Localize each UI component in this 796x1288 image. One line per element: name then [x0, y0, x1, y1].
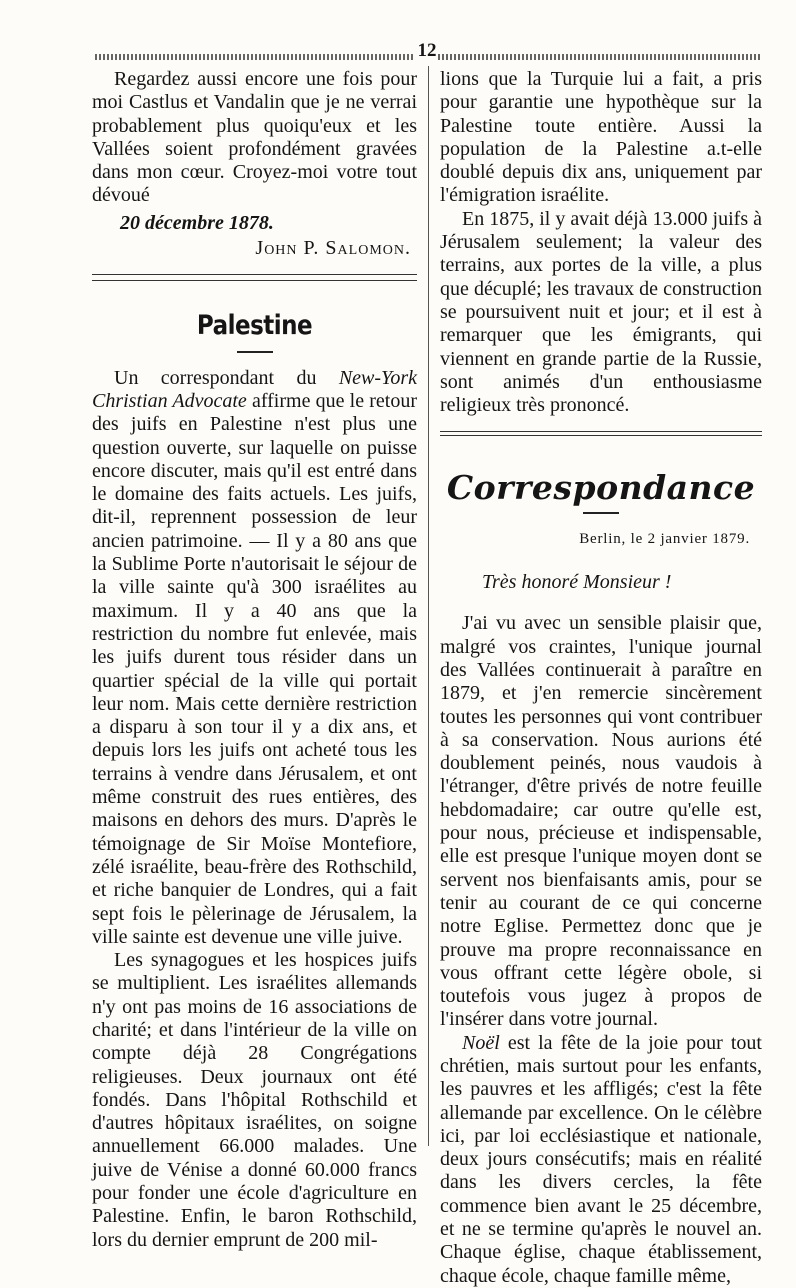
letter-paragraph-1: J'ai vu avec un sensible plaisir que, malgré vos craintes, l'unique journal des Vallées continuerait à paraître en 1879, et j'en remercie sincèrement toutes les personnes qui vont contribuer à sa conservation. Nous aurions été doublement peinés, nous vaudois à l'étranger, d'être privés de notre feuille hebdomadaire; car outre qu'elle est, pour nous, précieuse et indispensable, elle est presque l'unique moyen dont se servent nos bienfaisants amis, pour se tenir au courant de ce qui concerne notre Eglise. Permettez donc que je prouve ma propre reconnaissance en vous offrant cette légère obole, si toutefois vous jugez à propos de l'insérer dans votre journal. — [440, 612, 762, 1031]
noel-word: Noël — [462, 1031, 500, 1054]
palestine-continued-paragraph: lions que la Turquie lui a fait, a pris pour garantie une hypothèque sur la Palestine toute entière. Aussi la population de la Palestine a.t-elle doublé depuis dix ans, uniquement par l'émigration israélite. — [440, 68, 762, 207]
column-divider — [428, 66, 429, 1146]
palestine-paragraph-2: Les synagogues et les hospices juifs se multiplient. Les israélites allemands n'y ont pas moins de 16 associations de charité; et dans l'intérieur de la ville on compte déjà 28 Congrégations religieuses. Deux journaux ont été fondés. Dans l'hôpital Rothschild et d'autres hôpitaux israélites, on soigne annuellement 66.000 malades. Une juive de Vénise a donné 60.000 francs pour fonder une école d'agriculture en Palestine. Enfin, le baron Rothschild, lors du dernier emprunt de 200 mil- — [92, 949, 417, 1251]
noel-paragraph-body: est la fête de la joie pour tout chrétien, mais surtout pour les enfants, les pauvres et les affligés; c'est la fête allemande par excellence. On le célèbre ici, par loi ecclésiastique et nationale, deux jours consécutifs; mais en réalité dans les divers cercles, la fête commence bien avant le 25 décembre, et ne se termine qu'après le nouvel an. Chaque église, chaque établissement, chaque école, chaque famille même, — [440, 1031, 762, 1287]
letter-dateline: Berlin, le 2 janvier 1879. — [579, 530, 750, 547]
header-wavy-rule-left — [95, 54, 413, 60]
left-column — [92, 68, 417, 1252]
letter-signature: John P. Salomon. — [255, 237, 411, 260]
paragraph-intro-text: Un correspondant du — [114, 366, 339, 389]
paragraph-body-text: affirme que le retour des juifs en Palestine n'est plus une question ouverte, sur laquelle on puisse encore discuter, mais qu'il est entré dans le domaine des faits actuels. Les juifs, dit-il, reprennent possession de leur ancien patrimoine. — Il y a 80 ans que la Sublime Porte n'autorisait le séjour de la ville sainte qu'à 300 israélites au maximum. Il y a 40 ans que la restriction du nombre fut enlevée, mais les juifs durent tous résider dans un quartier spécial de la ville qui portait leur nom. Mais cette dernière restriction a disparu à son tour il y a dix ans, et depuis lors les juifs ont acheté tous les terrains à vendre dans Jérusalem, et ont même construit des rues entières, des maisons en dehors des murs. D'après le témoignage de Sir Moïse Montefiore, zélé israélite, beau-frère des Rothschild, et riche banquier de Londres, qui a fait sept fois le pèlerinage de Jérusalem, la ville sainte est devenue une ville juive. — [92, 389, 417, 948]
title-ornament-dash — [237, 351, 273, 353]
letter-salutation: Très honoré Monsieur ! — [482, 571, 672, 594]
letter-closing-paragraph: Regardez aussi encore une fois pour moi Castlus et Vandalin que je ne verrai probablement plus quoiqu'eux et les Vallées soient profondément gravées dans mon cœur. Croyez-moi votre tout dévoué — [92, 68, 417, 207]
palestine-paragraph-1875: En 1875, il y avait déjà 13.000 juifs à Jérusalem seulement; la valeur des terrains, aux portes de la ville, a plus que décuplé; les travaux de construction se poursuivent nuit et jour; et il est à remarquer que les émigrants, qui viennent en grande partie de la Russie, sont animés d'un enthousiasme religieux très prononcé. — [440, 207, 762, 417]
title-ornament-dash — [583, 512, 619, 514]
letter-date: 20 décembre 1878. — [120, 211, 274, 234]
newspaper-source-name: New-York Christian Advocate — [92, 366, 417, 412]
letter-paragraph-noel — [440, 1032, 762, 1288]
section-separator-rule — [92, 274, 417, 281]
section-title-correspondance: Correspondance — [446, 468, 756, 508]
right-column — [440, 68, 762, 1288]
section-separator-rule — [440, 431, 762, 436]
section-title-palestine: Palestine — [196, 311, 313, 342]
header-wavy-rule-right — [438, 54, 760, 60]
page-number: 12 — [417, 40, 437, 61]
palestine-paragraph-1 — [92, 367, 417, 949]
